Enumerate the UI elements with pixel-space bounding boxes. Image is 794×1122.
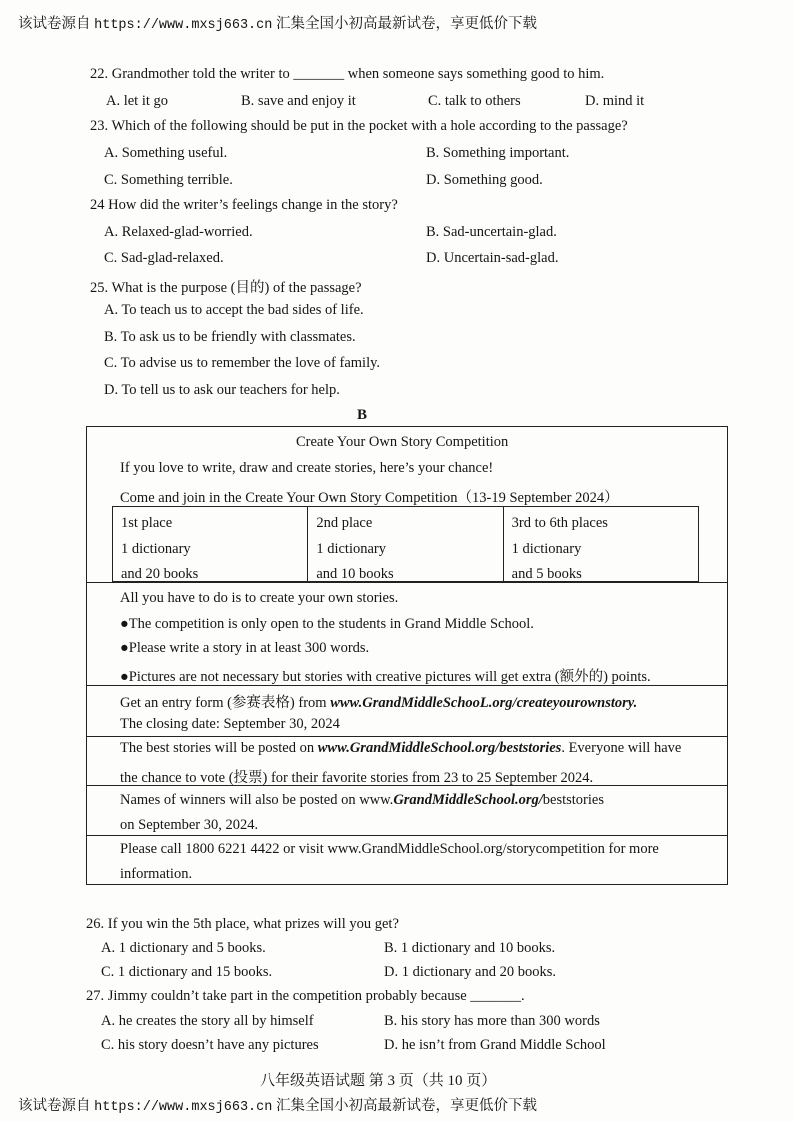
banner-url[interactable]: https://www.mxsj663.cn [94,1100,273,1115]
q23-option-b: B. Something important. [426,145,570,161]
banner-prefix: 该试卷源自 [18,1098,91,1114]
contact-line1: Please call 1800 6221 4422 or visit www.GrandMiddleSchool.org/storycompetition for more [120,841,659,857]
banner-suffix: 汇集全国小初高最新试卷，享更低价下载 [275,1098,537,1114]
prize-place: 1st place [121,515,173,531]
q26-option-b: B. 1 dictionary and 10 books. [384,940,556,956]
section-b-label: B [357,407,368,423]
prize-place: 2nd place [316,515,373,531]
winners-suffix: beststories [542,792,604,808]
q23-option-c: C. Something terrible. [104,172,233,188]
entry-prefix: Get an entry form (参赛表格) from [120,695,331,711]
prize-item: 1 dictionary [121,540,191,557]
rule-open-to: ●The competition is only open to the students in Grand Middle School. [120,616,534,632]
prize-table [112,506,699,582]
q27-option-c: C. his story doesn’t have any pictures [101,1037,319,1053]
best-suffix: . Everyone will have [561,740,682,756]
winners-link[interactable]: GrandMiddleSchool.org/ [393,792,543,808]
notice-title: Create Your Own Story Competition [296,434,509,450]
winners-line2: on September 30, 2024. [120,817,259,833]
q27-option-b: B. his story has more than 300 words [384,1013,600,1029]
question-23-stem: 23. Which of the following should be put in the pocket with a hole according to the passage? [90,118,628,134]
prize-item: 1 dictionary [511,540,582,557]
question-22-stem: 22. Grandmother told the writer to _______ when someone says something good to him. [90,66,605,82]
q22-option-c: C. talk to others [428,93,521,109]
winners-line1 [120,792,604,809]
question-25-stem: 25. What is the purpose (目的) of the passage? [90,280,362,296]
notice-intro-line1: If you love to write, draw and create stories, here’s your chance! [120,460,494,476]
best-prefix: The best stories will be posted on [120,740,318,756]
q25-option-a: A. To teach us to accept the bad sides of life. [104,302,364,318]
prize-cell-2nd [308,507,503,581]
q22-option-a: A. let it go [106,93,169,109]
best-stories-line1 [120,740,681,757]
prize-extra: and 10 books [316,566,394,582]
page-footer: 八年级英语试题 第 3 页（共 10 页） [260,1073,497,1089]
q27-option-a: A. he creates the story all by himself [101,1013,314,1029]
q25-option-d: D. To tell us to ask our teachers for help. [104,382,340,398]
notice-divider [87,685,727,686]
source-banner-bottom [18,1094,537,1115]
prize-extra: and 20 books [121,566,199,582]
rule-pictures: ●Pictures are not necessary but stories with creative pictures will get extra (额外的) points. [120,669,651,685]
prize-cell-1st [113,507,308,581]
question-27-stem: 27. Jimmy couldn’t take part in the competition probably because _______. [86,988,525,1004]
q23-option-d: D. Something good. [426,172,543,188]
prize-item: 1 dictionary [316,540,386,557]
winners-prefix: Names of winners will also be posted on www. [120,792,394,808]
prize-place: 3rd to 6th places [511,515,608,531]
best-stories-line2: the chance to vote (投票) for their favorite stories from 23 to 25 September 2024. [120,770,594,786]
q25-option-c: C. To advise us to remember the love of family. [104,355,381,371]
rules-intro: All you have to do is to create your own stories. [120,590,399,606]
question-24-stem: 24 How did the writer’s feelings change in the story? [90,197,398,213]
q24-option-d: D. Uncertain-sad-glad. [426,250,559,266]
q26-option-c: C. 1 dictionary and 15 books. [101,964,273,980]
notice-divider [87,582,727,583]
q25-option-b: B. To ask us to be friendly with classmates. [104,329,356,345]
entry-form-line [120,691,637,712]
notice-divider [87,835,727,836]
q27-option-d: D. he isn’t from Grand Middle School [384,1037,606,1053]
q26-option-a: A. 1 dictionary and 5 books. [101,940,266,956]
notice-intro-line2: Come and join in the Create Your Own Story Competition（13-19 September 2024） [120,490,619,506]
rule-word-count: ●Please write a story in at least 300 words. [120,640,370,656]
best-stories-link[interactable]: www.GrandMiddleSchool.org/beststories [317,740,562,756]
q26-option-d: D. 1 dictionary and 20 books. [384,964,556,980]
notice-divider [87,736,727,737]
q24-option-c: C. Sad-glad-relaxed. [104,250,224,266]
competition-notice [86,426,728,885]
q24-option-a: A. Relaxed-glad-worried. [104,224,253,240]
banner-suffix: 汇集全国小初高最新试卷，享更低价下载 [275,16,537,32]
entry-url-link[interactable]: www.GrandMiddleSchooL.org/createyourownstory. [330,695,638,711]
source-banner-top [18,12,537,33]
banner-prefix: 该试卷源自 [18,16,91,32]
q24-option-b: B. Sad-uncertain-glad. [426,224,557,240]
prize-cell-3rd-6th [504,507,698,581]
banner-url[interactable]: https://www.mxsj663.cn [94,18,273,33]
contact-line2: information. [120,866,193,882]
prize-extra: and 5 books [511,566,582,582]
q22-option-d: D. mind it [585,93,645,109]
closing-date: The closing date: September 30, 2024 [120,716,340,732]
question-26-stem: 26. If you win the 5th place, what prizes will you get? [86,916,399,932]
q22-option-b: B. save and enjoy it [241,93,356,109]
notice-divider [87,785,727,786]
q23-option-a: A. Something useful. [104,145,228,161]
